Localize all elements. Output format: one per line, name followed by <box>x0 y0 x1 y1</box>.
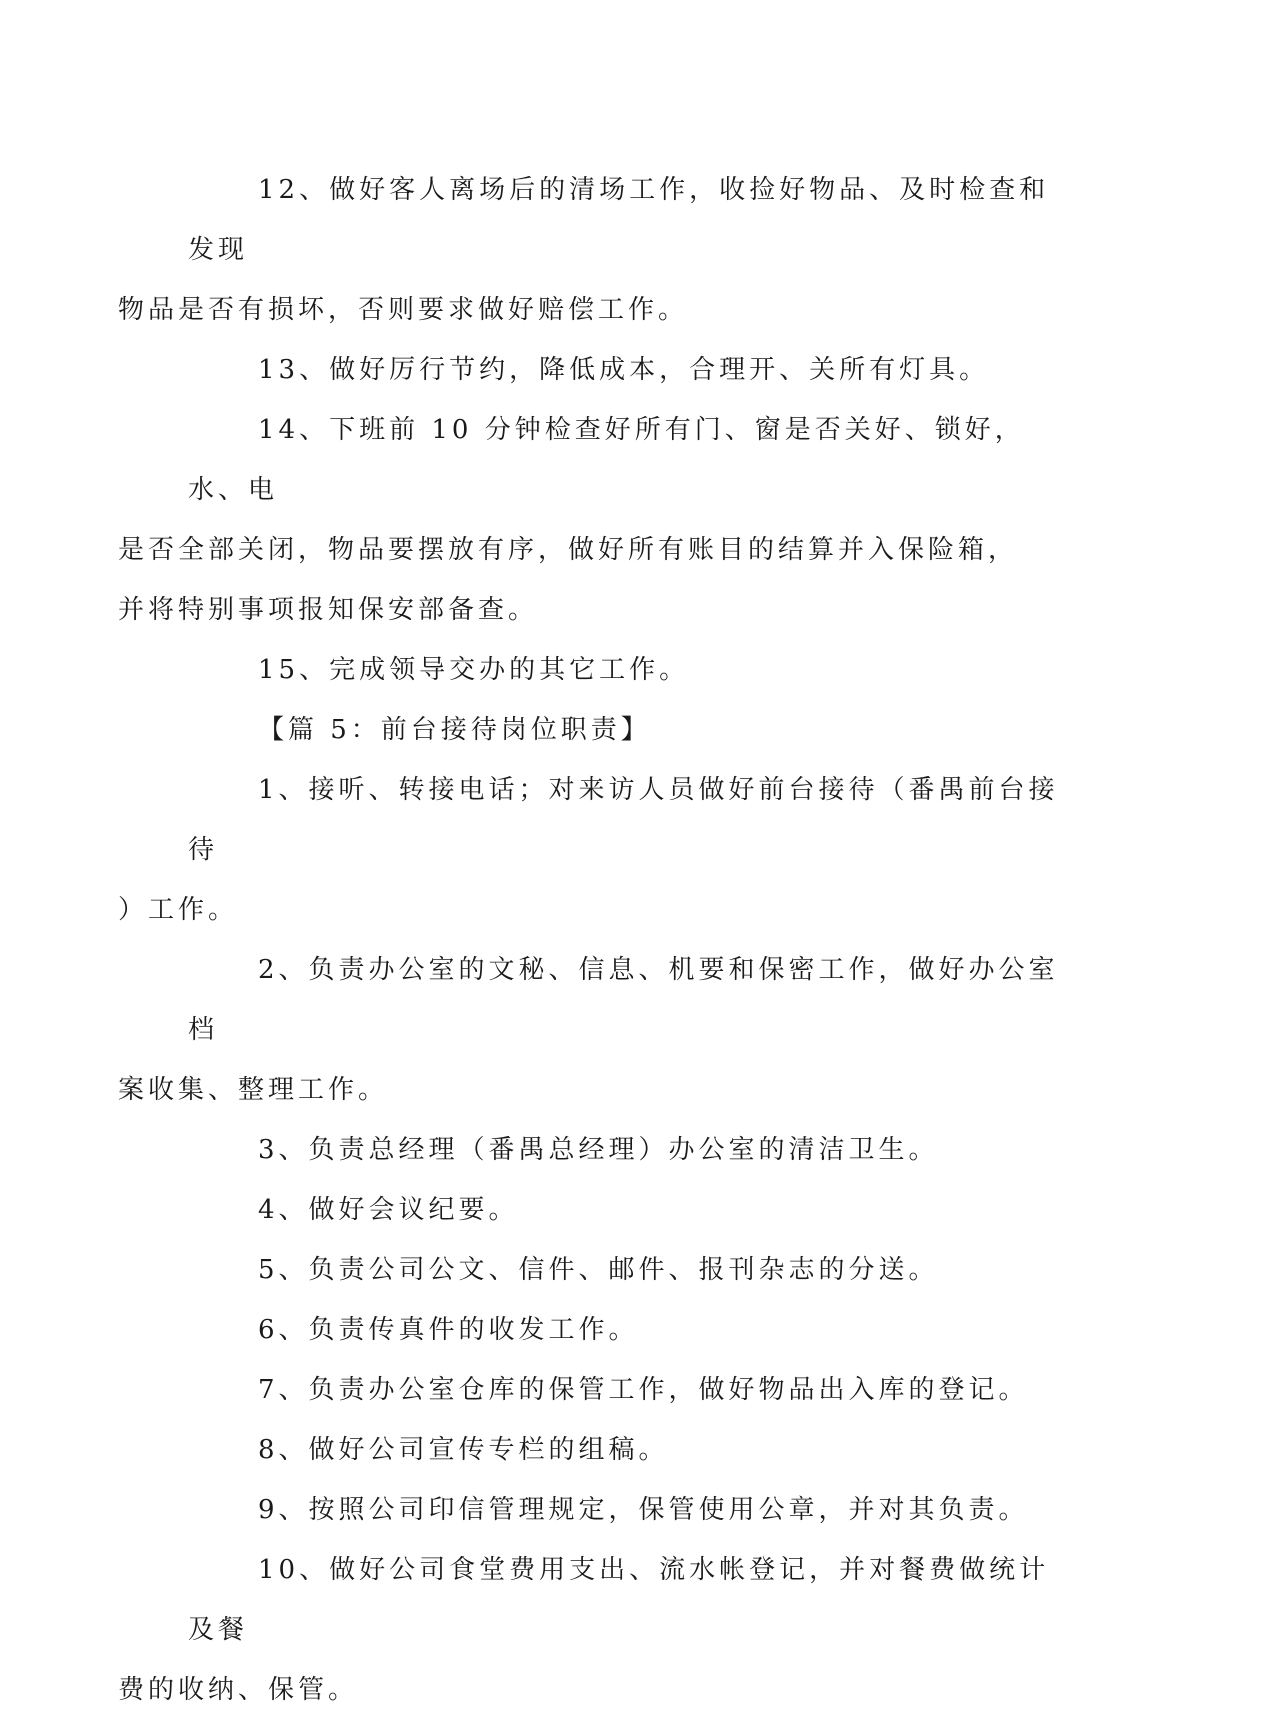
paragraph-line: 4、做好会议纪要。 <box>258 1195 519 1225</box>
paragraph-line: 并将特别事项报知保安部备查。 <box>118 595 539 625</box>
section-heading-text: 【篇 5：前台接待岗位职责】 <box>258 715 651 745</box>
paragraph-item-14 <box>118 400 1068 640</box>
paragraph-line: 1、接听、转接电话；对来访人员做好前台接待（番禺前台接待 <box>188 775 1059 865</box>
paragraph-item-8 <box>188 1420 1068 1480</box>
paragraph-line: 7、负责办公室仓库的保管工作，做好物品出入库的登记。 <box>258 1375 1029 1405</box>
paragraph-line: 费的收纳、保管。 <box>118 1675 359 1705</box>
paragraph-item-2 <box>118 940 1068 1120</box>
paragraph-item-13 <box>188 340 1068 400</box>
paragraph-item-9 <box>188 1480 1068 1540</box>
paragraph-line: 2、负责办公室的文秘、信息、机要和保密工作，做好办公室档 <box>188 955 1059 1045</box>
paragraph-line: 9、按照公司印信管理规定，保管使用公章，并对其负责。 <box>258 1495 1029 1525</box>
paragraph-line: 是否全部关闭，物品要摆放有序，做好所有账目的结算并入保险箱， <box>118 535 1019 565</box>
paragraph-line: 3、负责总经理（番禺总经理）办公室的清洁卫生。 <box>258 1135 939 1165</box>
paragraph-line: ）工作。 <box>118 895 239 925</box>
paragraph-line: 14、下班前 10 分钟检查好所有门、窗是否关好、锁好，水、电 <box>188 415 1025 505</box>
paragraph-item-10 <box>118 1540 1068 1720</box>
paragraph-item-15 <box>188 640 1068 700</box>
paragraph-line: 13、做好厉行节约，降低成本，合理开、关所有灯具。 <box>258 355 990 385</box>
paragraph-item-6 <box>188 1300 1068 1360</box>
paragraph-line: 案收集、整理工作。 <box>118 1075 389 1105</box>
paragraph-item-5 <box>188 1240 1068 1300</box>
paragraph-item-1 <box>118 760 1068 940</box>
document-body <box>118 160 1068 1720</box>
paragraph-item-7 <box>188 1360 1068 1420</box>
paragraph-line: 物品是否有损坏，否则要求做好赔偿工作。 <box>118 295 689 325</box>
paragraph-item-4 <box>188 1180 1068 1240</box>
paragraph-item-3 <box>188 1120 1068 1180</box>
paragraph-line: 12、做好客人离场后的清场工作，收捡好物品、及时检查和发现 <box>188 175 1050 265</box>
paragraph-line: 10、做好公司食堂费用支出、流水帐登记，并对餐费做统计及餐 <box>188 1555 1050 1645</box>
paragraph-line: 15、完成领导交办的其它工作。 <box>258 655 690 685</box>
paragraph-item-12 <box>118 160 1068 340</box>
section-heading <box>188 700 1068 760</box>
paragraph-line: 6、负责传真件的收发工作。 <box>258 1315 639 1345</box>
paragraph-line: 5、负责公司公文、信件、邮件、报刊杂志的分送。 <box>258 1255 939 1285</box>
paragraph-line: 8、做好公司宣传专栏的组稿。 <box>258 1435 669 1465</box>
